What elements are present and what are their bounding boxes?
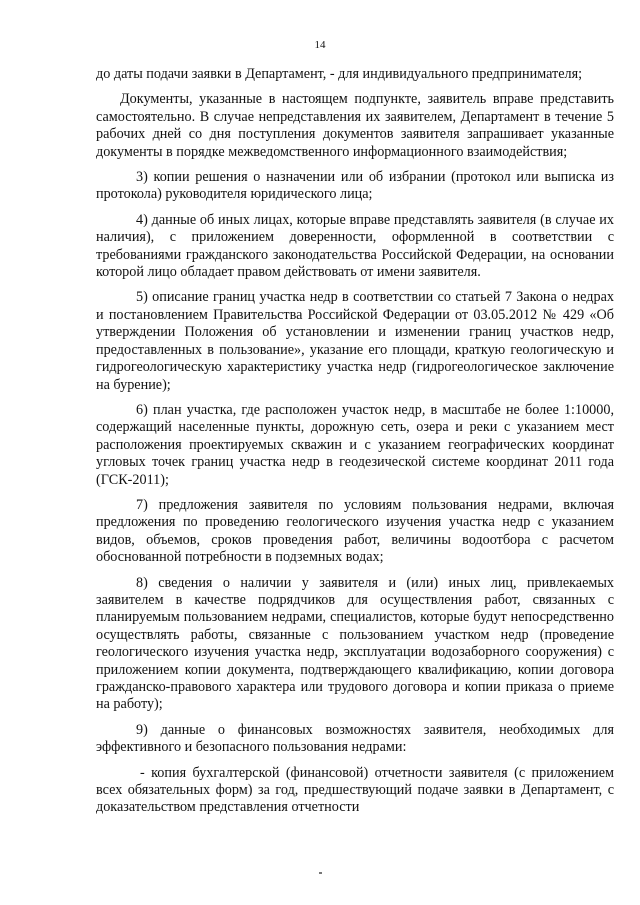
paragraph-dash-item: - копия бухгалтерской (финансовой) отчетности заявителя (с приложением всех обязательных форм) за год, предшествующий подаче заявки в Департамент, с доказательством представления отчетности — [96, 764, 614, 816]
paragraph-item-4: 4) данные об иных лицах, которые вправе представлять заявителя (в случае их наличия), с приложением доверенности, оформленной в соответствии с требованиями гражданского законодательства Российской Федерации, на основании которой лицо обладает правом действовать от имени заявителя. — [96, 211, 614, 281]
paragraph-intro-continuation: до даты подачи заявки в Департамент, - для индивидуального предпринимателя; — [96, 66, 583, 82]
scan-mark — [319, 872, 322, 874]
page-number: 14 — [314, 39, 326, 51]
paragraph-item-6: 6) план участка, где расположен участок недр, в масштабе не более 1:10000, содержащий населенные пункты, дорожную сеть, озера и реки с указанием мест расположения проектируемых скважин и с указанием географических координат угловых точек границ участка недр в геодезической системе координат 2011 года (ГСК-2011); — [96, 401, 614, 488]
paragraph-item-5: 5) описание границ участка недр в соответствии со статьей 7 Закона о недрах и постановлением Правительства Российской Федерации от 03.05.2012 № 429 «Об утверждении Положения об установлении и изменении границ участков недр, предоставленных в пользование», указание его площади, краткую геологическую и гидрогеологическую характеристику участка недр (гидрогеологическое заключение на бурение); — [96, 289, 614, 393]
paragraph-self-submission: Документы, указанные в настоящем подпункте, заявитель вправе представить самостоятельно. В случае непредставления их заявителем, Департамент в течение 5 рабочих дней со дня поступления документов заявителя запрашивает указанные документы в порядке межведомственного информационного взаимодействия; — [96, 91, 614, 160]
paragraph-item-9: 9) данные о финансовых возможностях заявителя, необходимых для эффективного и безопасного пользования недрами: — [96, 721, 614, 756]
paragraph-item-7: 7) предложения заявителя по условиям пользования недрами, включая предложения по проведению геологического изучения участка недр с указанием видов, объемов, сроков проведения работ, величины водоотбора с расчетом обоснованной потребности в подземных водах; — [96, 496, 614, 566]
document-body — [96, 66, 614, 817]
paragraph-item-3: 3) копии решения о назначении или об избрании (протокол или выписка из протокола) руководителя юридического лица; — [96, 169, 614, 203]
paragraph-item-8: 8) сведения о наличии у заявителя и (или) иных лиц, привлекаемых заявителем в качестве подрядчиков для осуществления работ, связанных с планируемым пользованием недрами, специалистов, которые будут непосредственно осуществлять работы, связанные с пользованием участком недр (проведение геологического изучения участка недр, эксплуатации водозаборного сооружения) с приложением копии документа, подтверждающего квалификацию, копии договора гражданско-правового характера или трудового договора и копии приказа о приеме на работу); — [96, 574, 614, 713]
